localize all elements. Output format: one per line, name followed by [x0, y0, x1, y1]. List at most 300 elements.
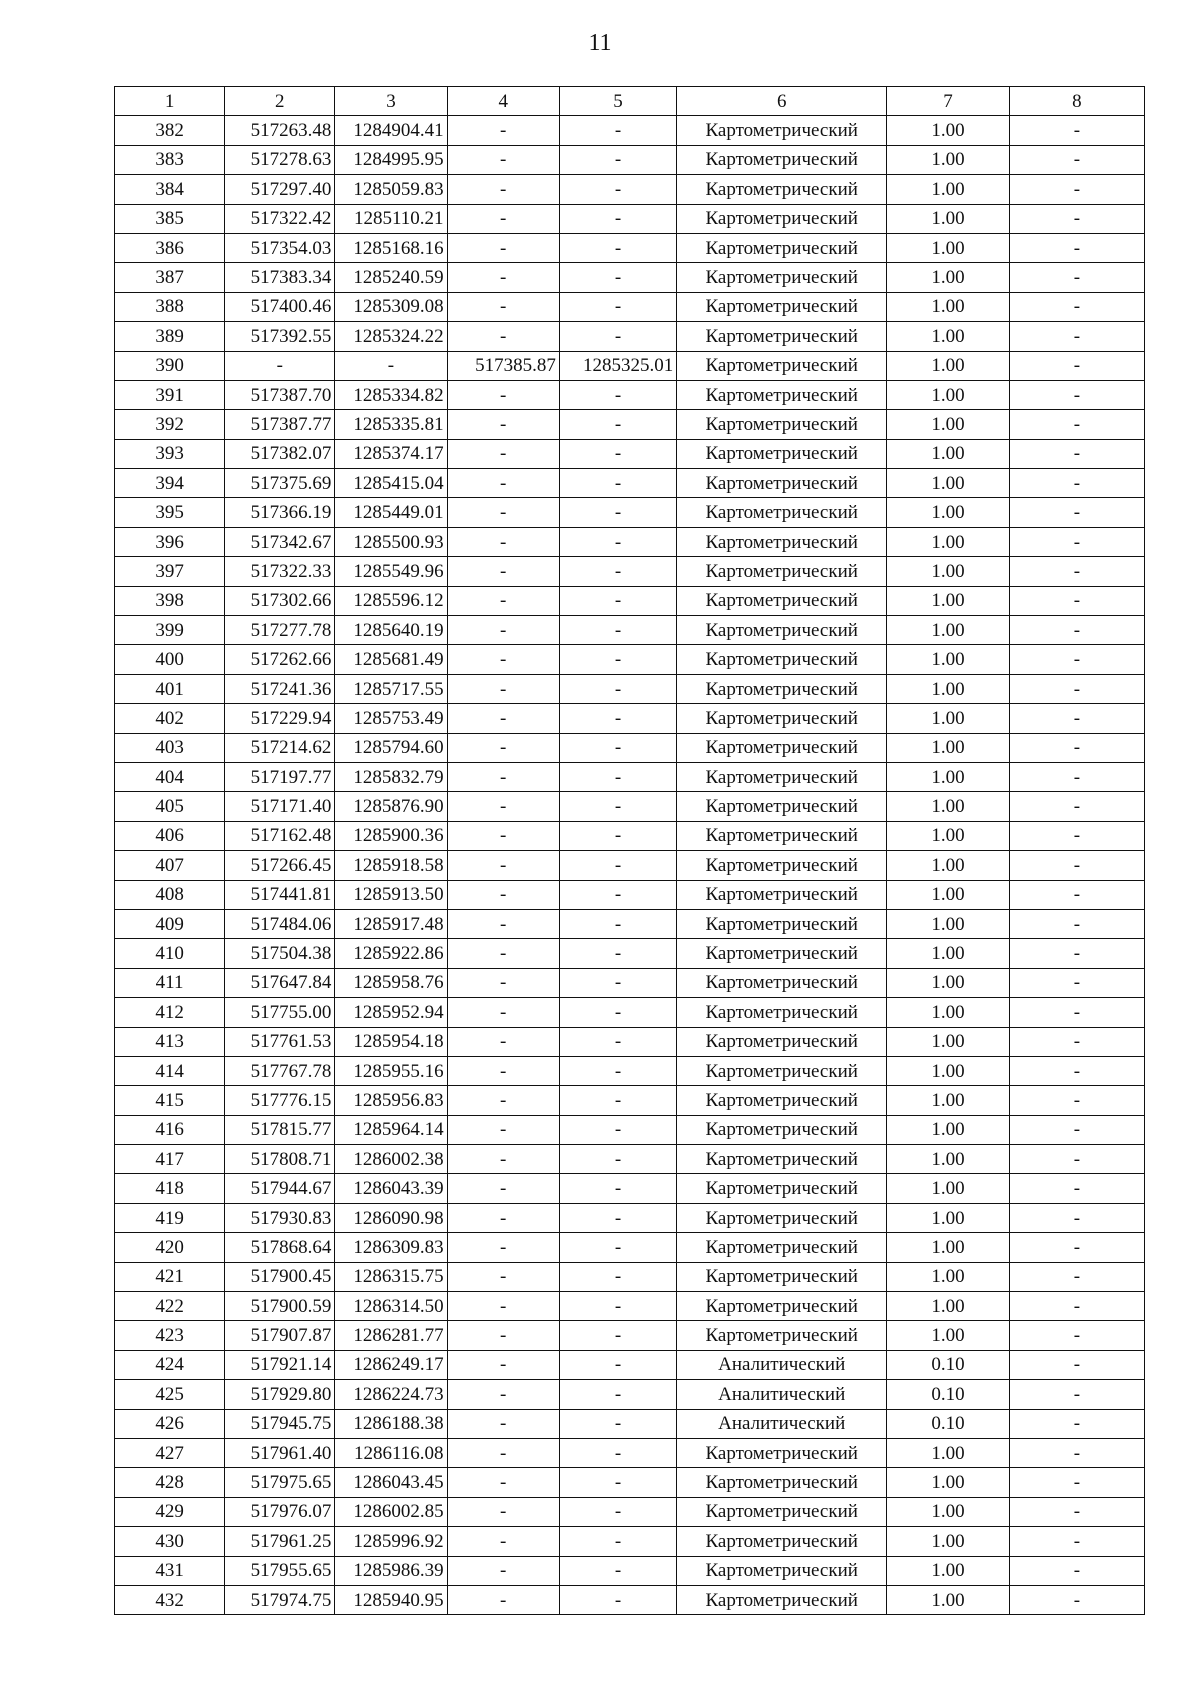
table-cell: 1285240.59: [335, 263, 447, 292]
table-cell: 1285900.36: [335, 821, 447, 850]
table-row: [115, 116, 1145, 145]
table-cell: 1285415.04: [335, 469, 447, 498]
table-cell: -: [559, 674, 676, 703]
table-cell: -: [1009, 1115, 1144, 1144]
table-cell: -: [1009, 1262, 1144, 1291]
table-cell: -: [559, 557, 676, 586]
table-cell: 1.00: [887, 674, 1010, 703]
table-row: [115, 733, 1145, 762]
table-cell: -: [559, 586, 676, 615]
table-cell: -: [559, 645, 676, 674]
table-cell: 1.00: [887, 1292, 1010, 1321]
table-cell: -: [559, 1409, 676, 1438]
table-cell: Картометрический: [677, 645, 887, 674]
table-cell: 517383.34: [225, 263, 335, 292]
table-cell: 0.10: [887, 1380, 1010, 1409]
table-cell: 388: [115, 292, 225, 321]
table-cell: 1285309.08: [335, 292, 447, 321]
table-cell: Картометрический: [677, 1321, 887, 1350]
table-row: [115, 145, 1145, 174]
table-cell: Аналитический: [677, 1380, 887, 1409]
table-cell: -: [447, 1115, 559, 1144]
table-cell: 1285794.60: [335, 733, 447, 762]
table-cell: 1285717.55: [335, 674, 447, 703]
table-cell: 403: [115, 733, 225, 762]
table-cell: -: [447, 1145, 559, 1174]
table-cell: 1.00: [887, 1438, 1010, 1467]
table-cell: -: [1009, 1027, 1144, 1056]
table-cell: -: [559, 439, 676, 468]
table-cell: -: [1009, 733, 1144, 762]
table-row: [115, 557, 1145, 586]
table-cell: -: [1009, 880, 1144, 909]
column-header: 5: [559, 87, 676, 116]
table-row: [115, 1497, 1145, 1526]
table-cell: 517961.40: [225, 1438, 335, 1467]
table-cell: 1285955.16: [335, 1056, 447, 1085]
table-cell: -: [559, 1086, 676, 1115]
table-cell: 517900.59: [225, 1292, 335, 1321]
table-row: [115, 704, 1145, 733]
table-row: [115, 410, 1145, 439]
table-cell: 517868.64: [225, 1233, 335, 1262]
table-cell: -: [559, 527, 676, 556]
table-cell: -: [559, 292, 676, 321]
table-cell: 1.00: [887, 410, 1010, 439]
table-cell: Картометрический: [677, 439, 887, 468]
table-cell: -: [1009, 469, 1144, 498]
table-cell: 1.00: [887, 645, 1010, 674]
table-cell: -: [335, 351, 447, 380]
table-cell: -: [447, 1262, 559, 1291]
table-cell: 1285168.16: [335, 233, 447, 262]
table-cell: 517974.75: [225, 1585, 335, 1614]
table-cell: -: [1009, 116, 1144, 145]
table-cell: 1.00: [887, 557, 1010, 586]
table-cell: -: [447, 645, 559, 674]
table-cell: -: [1009, 704, 1144, 733]
table-cell: Картометрический: [677, 204, 887, 233]
table-row: [115, 998, 1145, 1027]
table-cell: -: [559, 1056, 676, 1085]
table-cell: 425: [115, 1380, 225, 1409]
column-header: 4: [447, 87, 559, 116]
table-cell: 426: [115, 1409, 225, 1438]
table-cell: 405: [115, 792, 225, 821]
table-cell: -: [559, 704, 676, 733]
table-cell: -: [447, 1027, 559, 1056]
table-cell: 517907.87: [225, 1321, 335, 1350]
table-cell: -: [447, 1056, 559, 1085]
table-cell: 1.00: [887, 1086, 1010, 1115]
table-cell: 390: [115, 351, 225, 380]
column-header: 8: [1009, 87, 1144, 116]
table-row: [115, 1556, 1145, 1585]
table-cell: -: [1009, 557, 1144, 586]
table-cell: 1.00: [887, 1527, 1010, 1556]
table-cell: Картометрический: [677, 263, 887, 292]
table-cell: 383: [115, 145, 225, 174]
table-cell: -: [1009, 145, 1144, 174]
table-cell: -: [1009, 1056, 1144, 1085]
table-row: [115, 674, 1145, 703]
table-row: [115, 1262, 1145, 1291]
table-cell: 1.00: [887, 322, 1010, 351]
table-cell: -: [1009, 351, 1144, 380]
table-row: [115, 821, 1145, 850]
table-cell: 393: [115, 439, 225, 468]
table-cell: -: [559, 145, 676, 174]
table-cell: -: [447, 145, 559, 174]
table-cell: 517975.65: [225, 1468, 335, 1497]
table-cell: -: [447, 733, 559, 762]
table-cell: 517171.40: [225, 792, 335, 821]
table-cell: 411: [115, 968, 225, 997]
table-cell: 415: [115, 1086, 225, 1115]
table-cell: 517387.70: [225, 380, 335, 409]
table-cell: 412: [115, 998, 225, 1027]
table-cell: 1.00: [887, 1203, 1010, 1232]
table-cell: 1.00: [887, 1056, 1010, 1085]
table-cell: -: [447, 469, 559, 498]
table-row: [115, 1321, 1145, 1350]
table-cell: -: [1009, 939, 1144, 968]
table-cell: Картометрический: [677, 909, 887, 938]
table-row: [115, 292, 1145, 321]
table-cell: Картометрический: [677, 674, 887, 703]
table-cell: 1286309.83: [335, 1233, 447, 1262]
coordinates-table: [114, 86, 1145, 1615]
table-cell: 1286002.85: [335, 1497, 447, 1526]
table-cell: 1.00: [887, 733, 1010, 762]
table-cell: -: [1009, 586, 1144, 615]
table-cell: -: [225, 351, 335, 380]
table-cell: 1285876.90: [335, 792, 447, 821]
table-row: [115, 586, 1145, 615]
table-cell: 419: [115, 1203, 225, 1232]
table-cell: 1.00: [887, 204, 1010, 233]
table-cell: 517387.77: [225, 410, 335, 439]
table-cell: 1285500.93: [335, 527, 447, 556]
table-cell: -: [559, 1115, 676, 1144]
table-cell: -: [447, 1468, 559, 1497]
table-cell: 1.00: [887, 263, 1010, 292]
table-cell: 1.00: [887, 968, 1010, 997]
table-cell: -: [1009, 439, 1144, 468]
table-cell: -: [447, 410, 559, 439]
table-cell: 1.00: [887, 851, 1010, 880]
table-row: [115, 1409, 1145, 1438]
table-cell: 1286249.17: [335, 1350, 447, 1379]
table-cell: 1.00: [887, 998, 1010, 1027]
table-cell: 517322.33: [225, 557, 335, 586]
table-cell: 416: [115, 1115, 225, 1144]
table-cell: -: [447, 1556, 559, 1585]
table-cell: -: [1009, 909, 1144, 938]
table-cell: Картометрический: [677, 469, 887, 498]
table-cell: -: [447, 233, 559, 262]
table-cell: 387: [115, 263, 225, 292]
column-header: 7: [887, 87, 1010, 116]
table-cell: Картометрический: [677, 1203, 887, 1232]
table-cell: -: [1009, 527, 1144, 556]
table-row: [115, 1468, 1145, 1497]
table-cell: Картометрический: [677, 1292, 887, 1321]
table-cell: 517277.78: [225, 616, 335, 645]
table-row: [115, 939, 1145, 968]
table-cell: 1285334.82: [335, 380, 447, 409]
table-cell: -: [1009, 1527, 1144, 1556]
table-cell: -: [559, 1174, 676, 1203]
page-number: 11: [588, 30, 612, 56]
table-cell: 1.00: [887, 116, 1010, 145]
table-cell: -: [447, 1438, 559, 1467]
table-cell: 1.00: [887, 909, 1010, 938]
table-cell: -: [447, 116, 559, 145]
table-cell: 1285681.49: [335, 645, 447, 674]
table-cell: 1.00: [887, 762, 1010, 791]
table-cell: -: [447, 1233, 559, 1262]
table-cell: Аналитический: [677, 1350, 887, 1379]
table-cell: 430: [115, 1527, 225, 1556]
table-cell: Картометрический: [677, 1527, 887, 1556]
table-cell: 414: [115, 1056, 225, 1085]
table-cell: -: [1009, 1086, 1144, 1115]
table-cell: 1.00: [887, 351, 1010, 380]
table-row: [115, 469, 1145, 498]
table-row: [115, 380, 1145, 409]
table-cell: Картометрический: [677, 939, 887, 968]
table-row: [115, 204, 1145, 233]
table-cell: -: [559, 1585, 676, 1614]
table-cell: 517815.77: [225, 1115, 335, 1144]
table-cell: -: [559, 1203, 676, 1232]
table-cell: -: [447, 674, 559, 703]
table-cell: 1286116.08: [335, 1438, 447, 1467]
table-cell: -: [559, 616, 676, 645]
table-cell: Картометрический: [677, 821, 887, 850]
table-cell: -: [559, 733, 676, 762]
table-cell: -: [447, 292, 559, 321]
table-cell: 1.00: [887, 1174, 1010, 1203]
table-cell: 1285110.21: [335, 204, 447, 233]
table-cell: Картометрический: [677, 1027, 887, 1056]
table-cell: -: [559, 410, 676, 439]
table-cell: -: [447, 380, 559, 409]
table-cell: -: [447, 1585, 559, 1614]
table-cell: 386: [115, 233, 225, 262]
table-cell: -: [447, 1350, 559, 1379]
table-cell: 1.00: [887, 1497, 1010, 1526]
table-cell: Картометрический: [677, 1233, 887, 1262]
table-cell: 1.00: [887, 1233, 1010, 1262]
table-cell: -: [447, 1497, 559, 1526]
table-cell: Картометрический: [677, 380, 887, 409]
table-cell: Картометрический: [677, 175, 887, 204]
table-cell: 1286314.50: [335, 1292, 447, 1321]
table-cell: 517944.67: [225, 1174, 335, 1203]
table-cell: 1286043.45: [335, 1468, 447, 1497]
table-cell: 1285952.94: [335, 998, 447, 1027]
table-cell: Картометрический: [677, 1056, 887, 1085]
table-cell: -: [1009, 616, 1144, 645]
table-cell: -: [559, 380, 676, 409]
table-cell: 406: [115, 821, 225, 850]
table-cell: 384: [115, 175, 225, 204]
table-cell: Картометрический: [677, 292, 887, 321]
table-cell: 517322.42: [225, 204, 335, 233]
table-cell: 517808.71: [225, 1145, 335, 1174]
table-cell: 1285059.83: [335, 175, 447, 204]
table-cell: 1285986.39: [335, 1556, 447, 1585]
table-cell: Картометрический: [677, 762, 887, 791]
table-cell: 517976.07: [225, 1497, 335, 1526]
table-cell: -: [1009, 1233, 1144, 1262]
table-cell: 517930.83: [225, 1203, 335, 1232]
table-cell: Картометрический: [677, 851, 887, 880]
table-row: [115, 762, 1145, 791]
table-cell: -: [559, 1438, 676, 1467]
table-row: [115, 1115, 1145, 1144]
table-cell: -: [1009, 1203, 1144, 1232]
table-cell: Картометрический: [677, 998, 887, 1027]
table-cell: Картометрический: [677, 1262, 887, 1291]
table-cell: Картометрический: [677, 1438, 887, 1467]
table-cell: 1284995.95: [335, 145, 447, 174]
table-cell: -: [447, 939, 559, 968]
table-cell: 0.10: [887, 1350, 1010, 1379]
table-cell: -: [559, 204, 676, 233]
table-cell: 517767.78: [225, 1056, 335, 1085]
table-cell: -: [447, 557, 559, 586]
table-cell: -: [447, 1292, 559, 1321]
table-cell: Картометрический: [677, 351, 887, 380]
table-cell: 1286315.75: [335, 1262, 447, 1291]
table-row: [115, 351, 1145, 380]
table-cell: Картометрический: [677, 498, 887, 527]
column-header: 3: [335, 87, 447, 116]
table-cell: -: [1009, 1174, 1144, 1203]
table-cell: -: [1009, 792, 1144, 821]
table-cell: 410: [115, 939, 225, 968]
table-cell: Картометрический: [677, 527, 887, 556]
table-cell: 1286188.38: [335, 1409, 447, 1438]
table-cell: 517354.03: [225, 233, 335, 262]
table-cell: 1285996.92: [335, 1527, 447, 1556]
table-cell: 395: [115, 498, 225, 527]
table-cell: 1285596.12: [335, 586, 447, 615]
table-cell: 431: [115, 1556, 225, 1585]
table-cell: -: [447, 1409, 559, 1438]
table-cell: 1285832.79: [335, 762, 447, 791]
table-cell: 394: [115, 469, 225, 498]
table-cell: 1285964.14: [335, 1115, 447, 1144]
table-cell: 1284904.41: [335, 116, 447, 145]
table-cell: -: [559, 1556, 676, 1585]
table-cell: 417: [115, 1145, 225, 1174]
table-cell: 517366.19: [225, 498, 335, 527]
table-cell: 418: [115, 1174, 225, 1203]
table-cell: 397: [115, 557, 225, 586]
table-cell: 1.00: [887, 1115, 1010, 1144]
table-cell: 404: [115, 762, 225, 791]
table-cell: 1285335.81: [335, 410, 447, 439]
table-cell: 1.00: [887, 498, 1010, 527]
table-cell: Картометрический: [677, 968, 887, 997]
table-cell: 517297.40: [225, 175, 335, 204]
table-cell: 1.00: [887, 175, 1010, 204]
table-cell: Картометрический: [677, 557, 887, 586]
table-cell: -: [447, 263, 559, 292]
table-cell: 1.00: [887, 1145, 1010, 1174]
table-cell: 399: [115, 616, 225, 645]
table-cell: -: [447, 204, 559, 233]
table-cell: -: [559, 175, 676, 204]
table-cell: Картометрический: [677, 322, 887, 351]
table-cell: 398: [115, 586, 225, 615]
table-cell: 517382.07: [225, 439, 335, 468]
table-cell: -: [1009, 998, 1144, 1027]
table-cell: 517929.80: [225, 1380, 335, 1409]
table-cell: 427: [115, 1438, 225, 1467]
table-cell: -: [447, 322, 559, 351]
table-cell: 1.00: [887, 1468, 1010, 1497]
table-cell: 1285954.18: [335, 1027, 447, 1056]
table-cell: -: [1009, 1468, 1144, 1497]
table-cell: -: [447, 909, 559, 938]
table-cell: -: [1009, 1556, 1144, 1585]
table-row: [115, 1527, 1145, 1556]
table-cell: -: [1009, 968, 1144, 997]
table-cell: 1285449.01: [335, 498, 447, 527]
table-cell: -: [1009, 1497, 1144, 1526]
table-cell: Картометрический: [677, 116, 887, 145]
table-cell: Картометрический: [677, 586, 887, 615]
table-row: [115, 1438, 1145, 1467]
table-cell: -: [559, 322, 676, 351]
table-cell: -: [1009, 322, 1144, 351]
table-cell: 413: [115, 1027, 225, 1056]
table-cell: 517302.66: [225, 586, 335, 615]
table-cell: 517385.87: [447, 351, 559, 380]
table-row: [115, 233, 1145, 262]
table-cell: -: [447, 1174, 559, 1203]
table-cell: -: [559, 821, 676, 850]
table-cell: -: [1009, 175, 1144, 204]
table-cell: 1286002.38: [335, 1145, 447, 1174]
table-cell: 1.00: [887, 939, 1010, 968]
table-cell: -: [447, 851, 559, 880]
table-cell: 517278.63: [225, 145, 335, 174]
table-cell: 517197.77: [225, 762, 335, 791]
table-cell: -: [559, 1262, 676, 1291]
table-cell: -: [1009, 674, 1144, 703]
table-cell: -: [559, 1380, 676, 1409]
table-cell: 1286281.77: [335, 1321, 447, 1350]
table-cell: 517342.67: [225, 527, 335, 556]
table-cell: -: [559, 968, 676, 997]
table-cell: Картометрический: [677, 1145, 887, 1174]
table-row: [115, 968, 1145, 997]
table-cell: 1285940.95: [335, 1585, 447, 1614]
table-cell: 1285640.19: [335, 616, 447, 645]
table-row: [115, 1585, 1145, 1614]
table-cell: Картометрический: [677, 145, 887, 174]
table-cell: 1.00: [887, 380, 1010, 409]
table-cell: Картометрический: [677, 1086, 887, 1115]
table-cell: 1.00: [887, 821, 1010, 850]
table-cell: Картометрический: [677, 233, 887, 262]
